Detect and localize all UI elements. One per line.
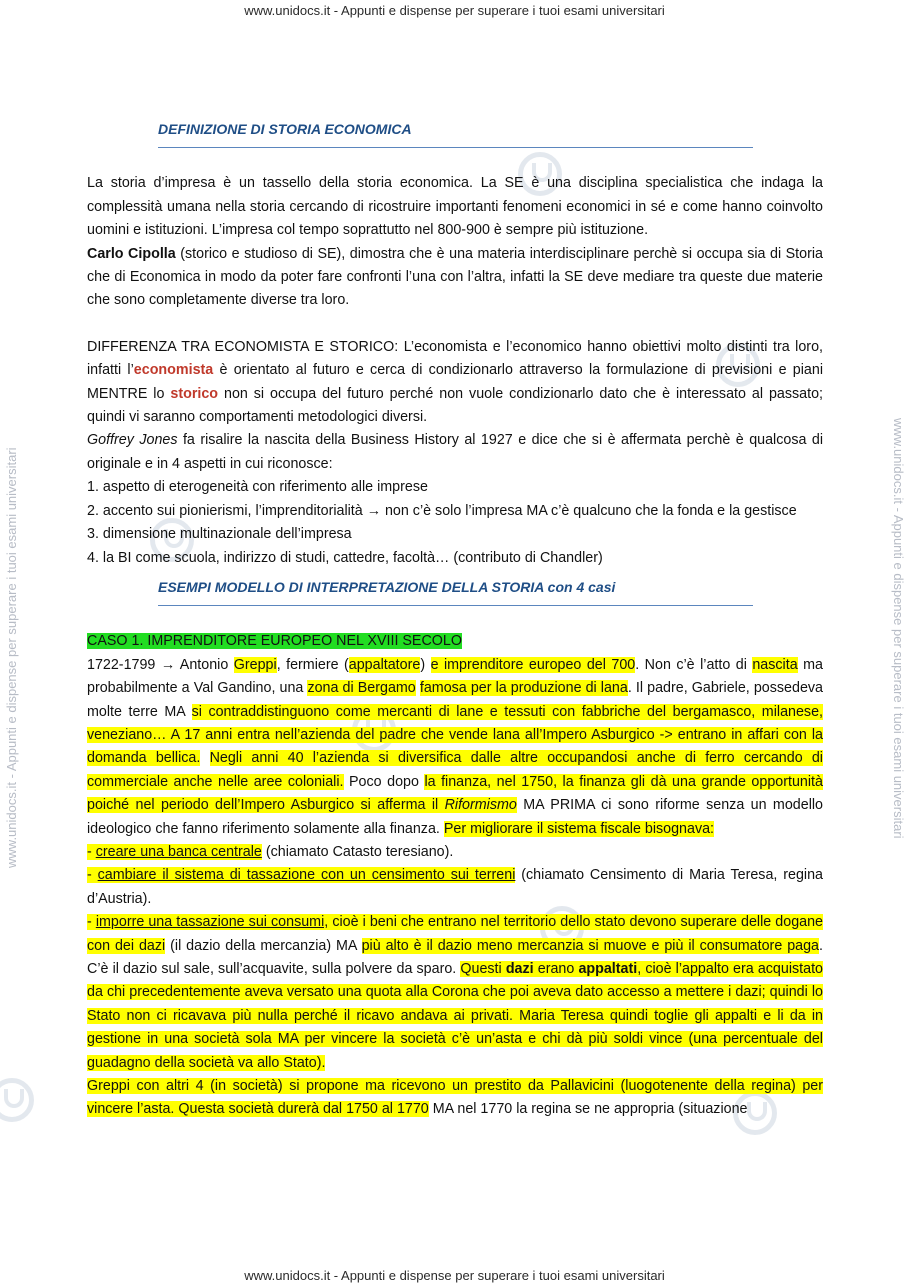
section-heading-esempi: ESEMPI MODELLO DI INTERPRETAZIONE DELLA STORIA con 4 casi: [158, 576, 753, 606]
paragraph-greppi: 1722-1799 → Antonio Greppi, fermiere (appaltatore) e imprenditore europeo del 700. Non c’è l’atto di nascita ma probabilmente a Val Gandino, una zona di Bergamo famosa per la produzione di lana. Il padre, Gabriele, possedeva molte terre MA si contraddistinguono come mercanti di lane e tessuti con fabbriche del bergamasco, milanese, veneziano… A 17 anni entra nell’azienda del padre che vende lana all’Impero Asburgico -> entrano in affari con la domanda bellica. Negli anni 40 l’azienda si diversifica dalle altre occupandosi anche di ferro cercando di commerciale anche nelle aree coloniali. Poco dopo la finanza, nel 1750, la finanza gli dà una grande opportunità poiché nel periodo dell’Impero Asburgico si afferma il Riformismo MA PRIMA ci sono riforme senza un modello ideologico che fanno riferimento solamente alla finanza. Per migliorare il sistema fiscale bisognava:: [87, 656, 824, 837]
paragraph-intro: La storia d’impresa è un tassello della storia economica. La SE è una disciplina specialistica che indaga la complessità umana nella storia cercando di ricostruire importanti fenomeni economici in sé e come hanno coinvolto uomini e istituzioni. L’impresa col tempo soprattutto nel 800-900 è sempre più istituzione.: [87, 175, 823, 239]
paragraph-cipolla: Carlo Cipolla (storico e studioso di SE), dimostra che è una materia interdisciplinare perchè si occupa sia di Storia che di Economica in modo da poter fare confronti l’una con l’altra, infatti la SE deve mediare tra queste due materie che sono completamente diverse tra loro.: [87, 245, 823, 309]
left-side-watermark: www.unidocs.it - Appunti e dispense per superare i tuoi esami universitari: [4, 447, 19, 868]
section-heading-definizione: DEFINIZIONE DI STORIA ECONOMICA: [158, 118, 753, 148]
keyword-economista: economista: [133, 362, 214, 379]
list-item: 4. la BI come scuola, indirizzo di studi, cattedre, facoltà… (contributo di Chandler): [87, 549, 603, 566]
paragraph-differenza: DIFFERENZA TRA ECONOMISTA E STORICO: L’economista e l’economico hanno obiettivi molto distinti tra loro, infatti l’economista è orientato al futuro e cerca di condizionarlo attraverso la formulazione di previsioni e piani MENTRE lo storico non si occupa del futuro perché non vuole condizionarlo dato che è interessato al passato; quindi vi saranno comportamenti metodologici diversi.: [87, 338, 823, 426]
caso-title: CASO 1. IMPRENDITORE EUROPEO NEL XVIII SECOLO: [87, 633, 462, 650]
right-side-watermark: www.unidocs.it - Appunti e dispense per superare i tuoi esami universitari: [891, 418, 906, 839]
aspects-list: [87, 476, 823, 570]
list-item: - creare una banca centrale (chiamato Catasto teresiano).: [87, 843, 454, 860]
bottom-watermark-banner: www.unidocs.it - Appunti e dispense per superare i tuoi esami universitari: [244, 1268, 665, 1283]
author-name: Goffrey Jones: [87, 432, 178, 449]
paragraph-jones: Goffrey Jones fa risalire la nascita della Business History al 1927 e dice che si è affermata perchè è qualcosa di originale e in 4 aspetti in cui riconosce:: [87, 432, 824, 472]
paragraph-greppi-societa: Greppi con altri 4 (in società) si propone ma ricevono un prestito da Pallavicini (luogotenente della regina) per vincere l’asta. Questa società durerà dal 1750 al 1770 MA nel 1770 la regina se ne appropria (situazione: [87, 1078, 823, 1118]
keyword-storico: storico: [170, 385, 219, 402]
top-watermark-banner: www.unidocs.it - Appunti e dispense per superare i tuoi esami universitari: [244, 3, 665, 18]
list-item: - cambiare il sistema di tassazione con un censimento sui terreni (chiamato Censimento di Maria Teresa, regina d’Austria).: [87, 867, 824, 907]
author-name: Carlo Cipolla: [87, 245, 176, 262]
watermark-logo-icon: [0, 1078, 34, 1122]
list-item: - imporre una tassazione sui consumi, cioè i beni che entrano nel territorio dello stato devono superare delle dogane con dei dazi (il dazio della mercanzia) MA più alto è il dazio meno mercanzia si muove e più il consumatore paga. C’è il dazio sul sale, sull’acquavite, sulla polvere da sparo. Questi dazi erano appaltati, cioè l’appalto era acquistato da chi precedentemente aveva versato una quota alla Corona che poi aveva dato accesso a mettere i dazi; quindi lo Stato non ci ricavava più nulla perché il ricavo andava ai privati. Maria Teresa quindi toglie gli appalti e li da in gestione in una società sola MA per vincere la società c’è un’asta e chi dà più soldi vince (una percentuale del guadagno della società va allo Stato).: [87, 914, 823, 1071]
list-item: 3. dimensione multinazionale dell’impresa: [87, 526, 352, 543]
list-item: 2. accento sui pionierismi, l’imprenditorialità → non c’è solo l’impresa MA c’è qualcuno che la fonda e la gestisce: [87, 502, 797, 519]
document-page: [87, 118, 823, 1122]
list-item: 1. aspetto di eterogeneità con riferimento alle imprese: [87, 479, 428, 496]
